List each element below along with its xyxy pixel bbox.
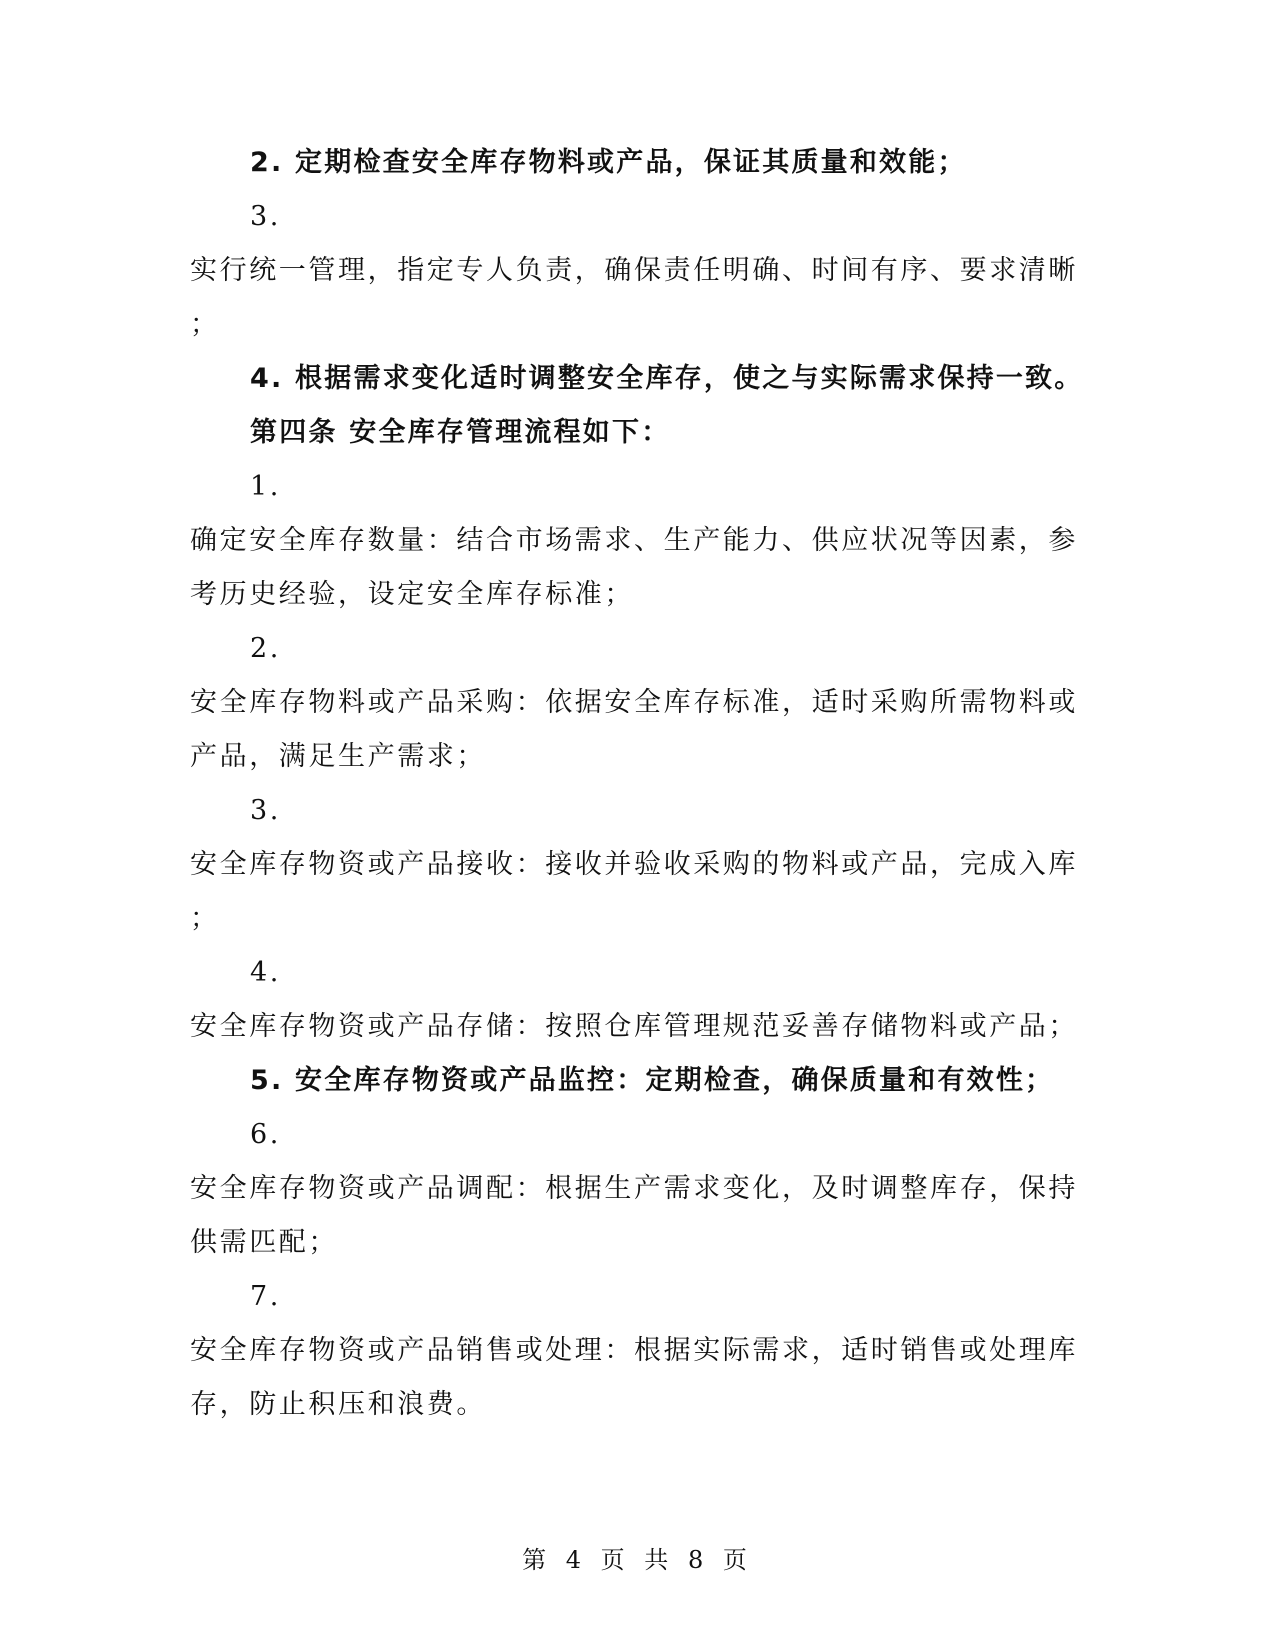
paragraph-line: 6. [250,1119,281,1150]
paragraph-line: 5. 安全库存物资或产品监控：定期检查，确保质量和有效性； [250,1065,1055,1096]
section-heading: 第四条 安全库存管理流程如下： [250,417,671,448]
paragraph-line: 4. [250,957,281,988]
paragraph-line: 7. [250,1281,281,1312]
paragraph-line: 4. 根据需求变化适时调整安全库存，使之与实际需求保持一致。 [250,363,1084,394]
paragraph-line: 2. [250,633,281,664]
paragraph-line: 安全库存物资或产品接收：接收并验收采购的物料或产品，完成入库 [190,849,1078,880]
paragraph-line: 确定安全库存数量：结合市场需求、生产能力、供应状况等因素，参 [190,525,1078,556]
paragraph-line: 2. 定期检查安全库存物料或产品，保证其质量和效能； [250,147,967,178]
paragraph-line: 安全库存物资或产品调配：根据生产需求变化，及时调整库存，保持 [190,1173,1078,1204]
paragraph-line: 产品，满足生产需求； [190,741,486,772]
page-number-footer: 第 4 页 共 8 页 [522,1546,753,1574]
paragraph-line: 供需匹配； [190,1227,338,1258]
paragraph-line: 3. [250,201,281,232]
paragraph-line: 安全库存物料或产品采购：依据安全库存标准，适时采购所需物料或 [190,687,1078,718]
paragraph-line: 安全库存物资或产品销售或处理：根据实际需求，适时销售或处理库 [190,1335,1078,1366]
paragraph-line: 安全库存物资或产品存储：按照仓库管理规范妥善存储物料或产品； [190,1011,1078,1042]
paragraph-line: ； [190,309,220,340]
paragraph-line: 存，防止积压和浪费。 [190,1389,486,1420]
paragraph-line: 3. [250,795,281,826]
paragraph-line: ； [190,903,220,934]
paragraph-line: 考历史经验，设定安全库存标准； [190,579,634,610]
paragraph-line: 实行统一管理，指定专人负责，确保责任明确、时间有序、要求清晰 [190,255,1078,286]
paragraph-line: 1. [250,471,281,502]
